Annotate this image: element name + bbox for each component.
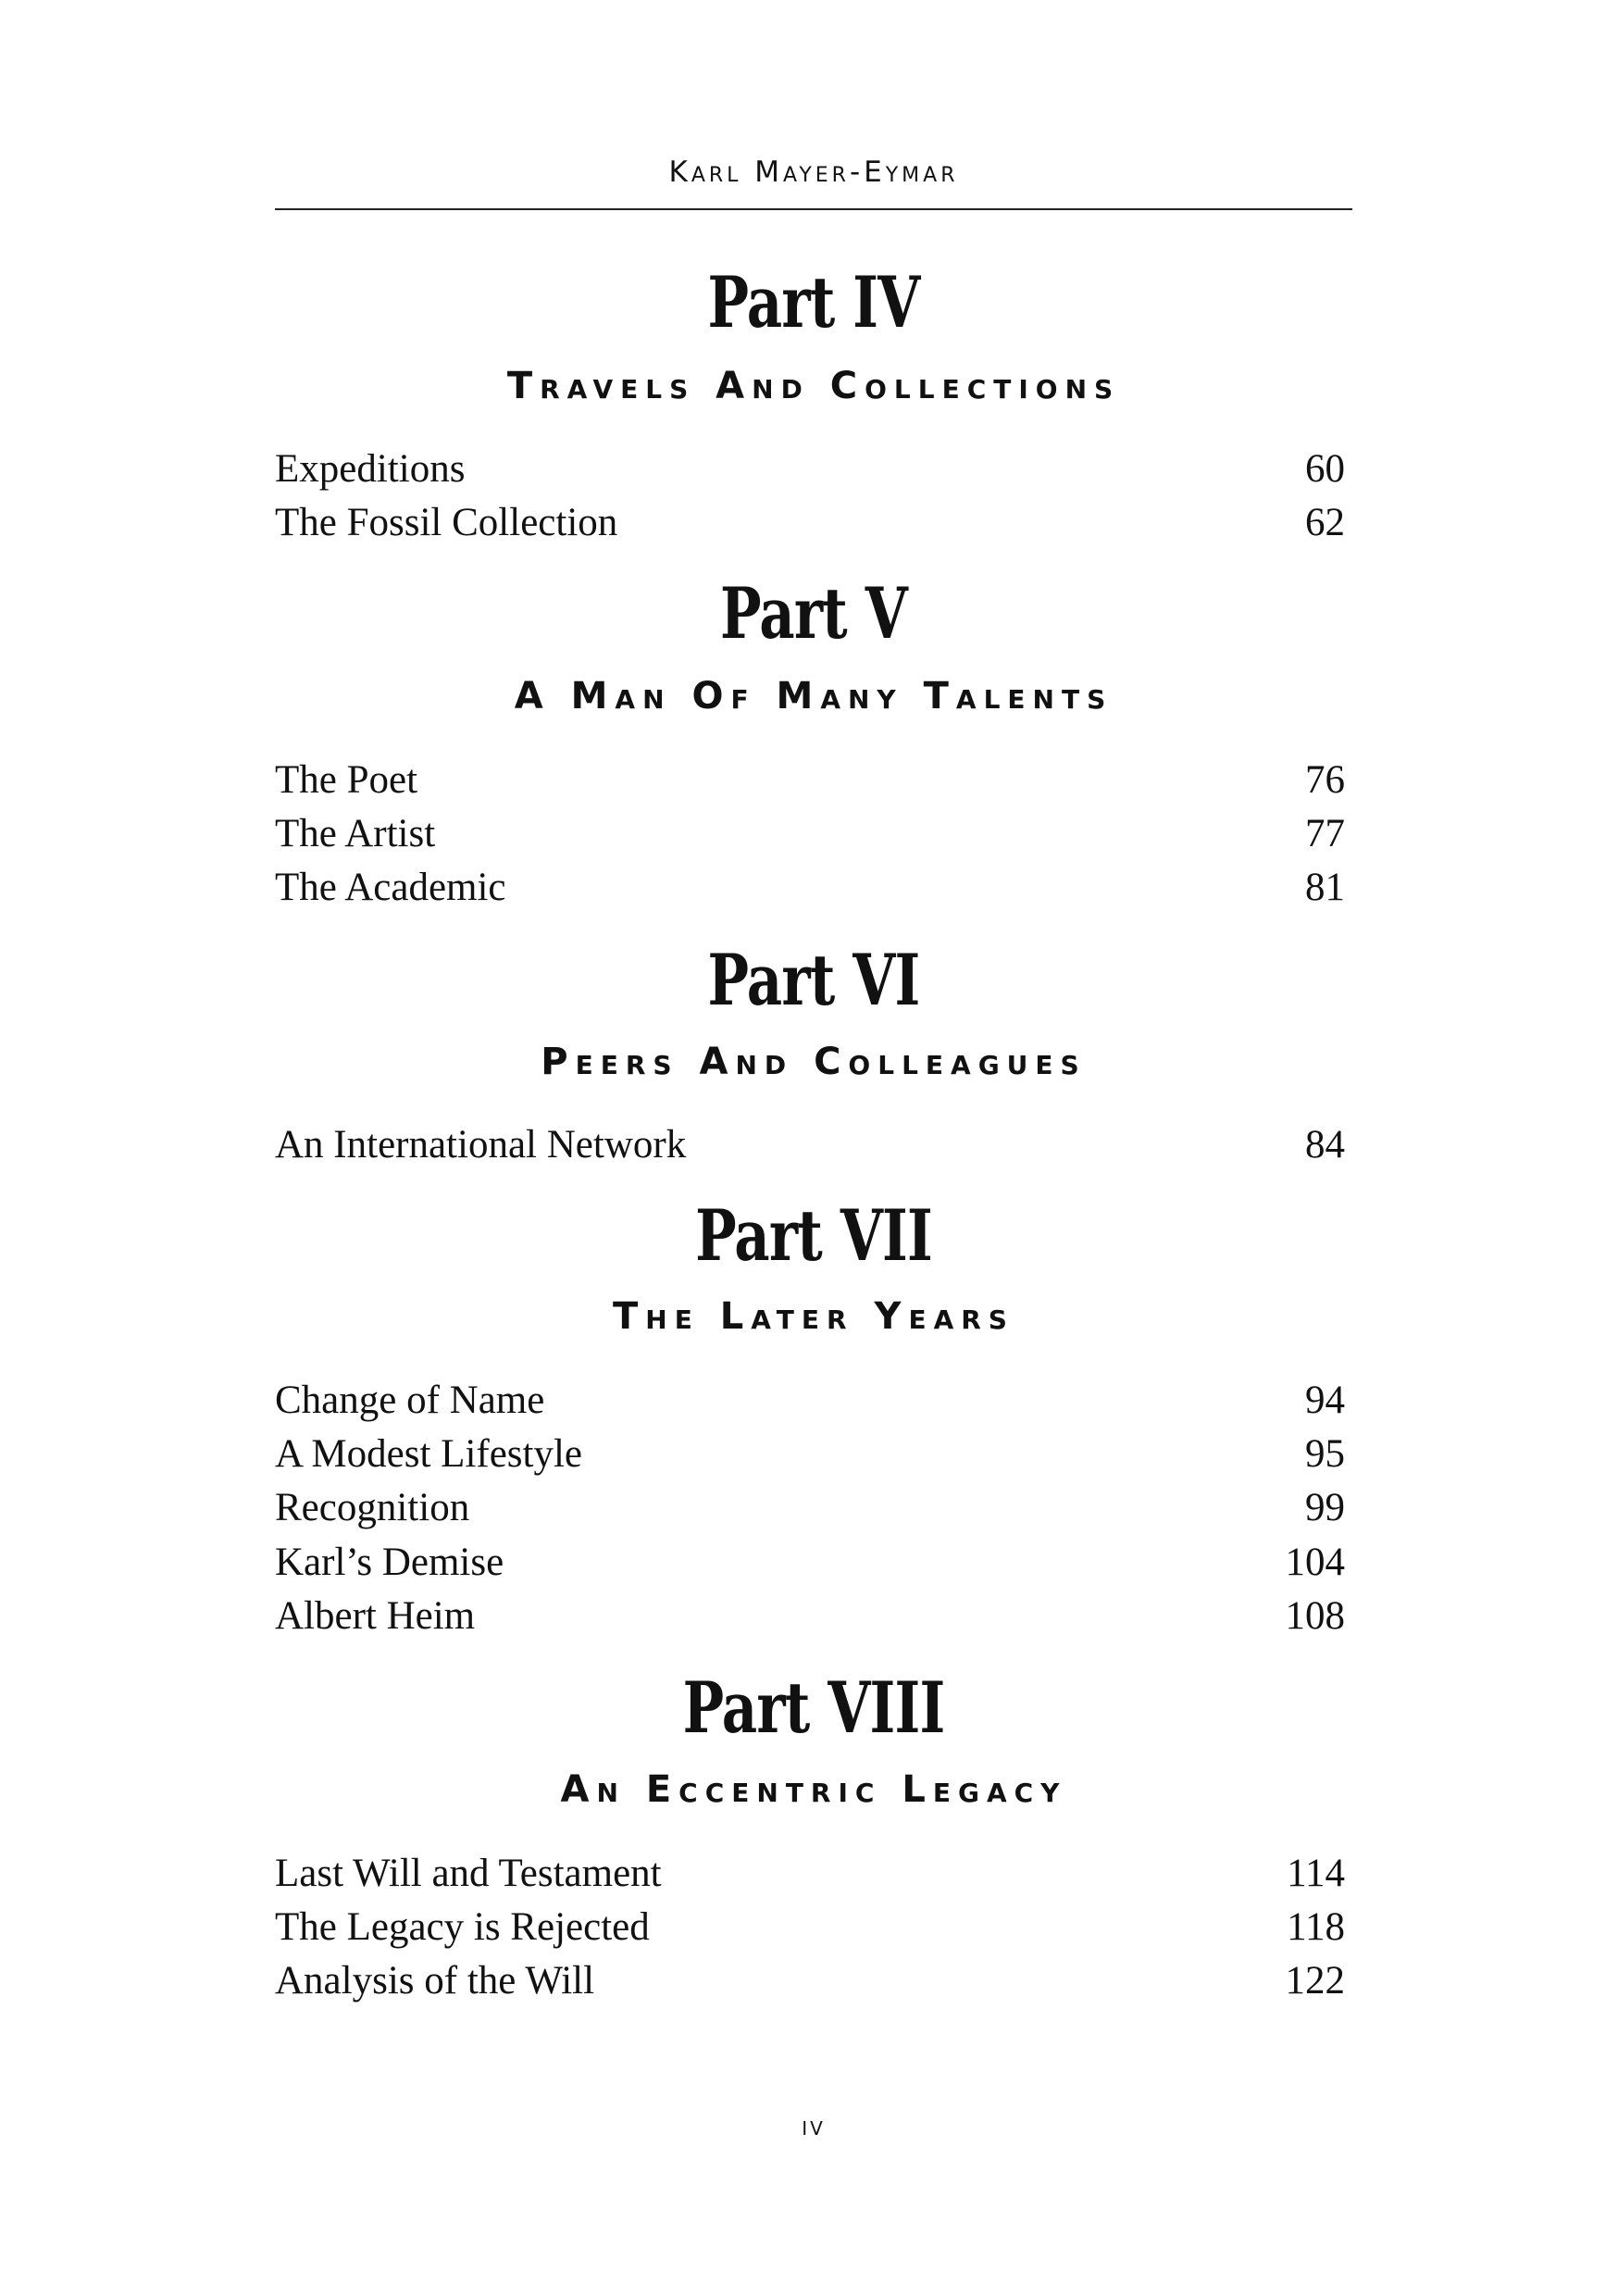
- toc-entry-page: 84: [1305, 1123, 1345, 1167]
- toc-entry-title: Last Will and Testament: [275, 1852, 662, 1895]
- toc-entry-page: 122: [1285, 1959, 1345, 2003]
- toc-entry-page: 95: [1305, 1432, 1345, 1476]
- part-title: Part V: [720, 572, 907, 655]
- toc-entry-title: Albert Heim: [275, 1594, 476, 1638]
- toc-entry[interactable]: [275, 1954, 1345, 2008]
- toc-entry-page: 81: [1305, 866, 1345, 909]
- toc-entry-page: 60: [1305, 447, 1345, 491]
- toc-entry[interactable]: [275, 1428, 1345, 1481]
- toc-entry[interactable]: [275, 1481, 1345, 1535]
- toc-entry-title: Karl’s Demise: [275, 1541, 504, 1584]
- toc-entry[interactable]: [275, 1536, 1345, 1590]
- toc-entry-title: The Poet: [275, 758, 418, 802]
- part-title: Part VIII: [682, 1666, 945, 1749]
- toc-entry-title: Expeditions: [275, 447, 466, 491]
- toc-entry[interactable]: [275, 1118, 1345, 1172]
- part-title: Part VII: [695, 1194, 932, 1277]
- part-subtitle: The Later Years: [613, 1295, 1014, 1338]
- toc-entry-page: 76: [1305, 758, 1345, 802]
- page-number: iv: [802, 2111, 826, 2141]
- part-subtitle: Travels And Collections: [506, 365, 1121, 407]
- toc-entry-title: The Legacy is Rejected: [275, 1905, 650, 1949]
- toc-entry[interactable]: [275, 1847, 1345, 1901]
- toc-entry[interactable]: [275, 496, 1345, 550]
- part-subtitle: An Eccentric Legacy: [560, 1768, 1067, 1811]
- toc-entry-title: An International Network: [275, 1123, 687, 1167]
- toc-entry-page: 108: [1285, 1594, 1345, 1638]
- toc-entry[interactable]: [275, 1374, 1345, 1428]
- toc-entry-page: 114: [1287, 1852, 1345, 1895]
- toc-entry-page: 62: [1305, 501, 1345, 544]
- toc-entry-title: The Academic: [275, 866, 506, 909]
- toc-entry-page: 99: [1305, 1486, 1345, 1529]
- toc-entry[interactable]: [275, 807, 1345, 861]
- toc-entry-page: 118: [1287, 1905, 1345, 1949]
- part-title: Part VI: [707, 939, 920, 1021]
- toc-entry[interactable]: [275, 1901, 1345, 1954]
- toc-entry[interactable]: [275, 443, 1345, 496]
- part-subtitle: A Man Of Many Talents: [514, 675, 1114, 718]
- toc-entry[interactable]: [275, 754, 1345, 807]
- toc-entry-title: A Modest Lifestyle: [275, 1432, 583, 1476]
- toc-entry-title: Change of Name: [275, 1379, 545, 1422]
- toc-entry-title: Analysis of the Will: [275, 1959, 595, 2003]
- toc-entry-title: Recognition: [275, 1486, 470, 1529]
- toc-entry[interactable]: [275, 861, 1345, 915]
- part-title: Part IV: [707, 261, 920, 343]
- running-head: Karl Mayer-Eymar: [668, 156, 959, 189]
- toc-entry-title: The Artist: [275, 812, 436, 855]
- part-subtitle: Peers And Colleagues: [541, 1041, 1087, 1083]
- toc-entry-page: 94: [1305, 1379, 1345, 1422]
- header-rule: [275, 208, 1352, 210]
- toc-entry-page: 104: [1285, 1541, 1345, 1584]
- toc-entry[interactable]: [275, 1590, 1345, 1643]
- toc-entry-page: 77: [1305, 812, 1345, 855]
- toc-entry-title: The Fossil Collection: [275, 501, 618, 544]
